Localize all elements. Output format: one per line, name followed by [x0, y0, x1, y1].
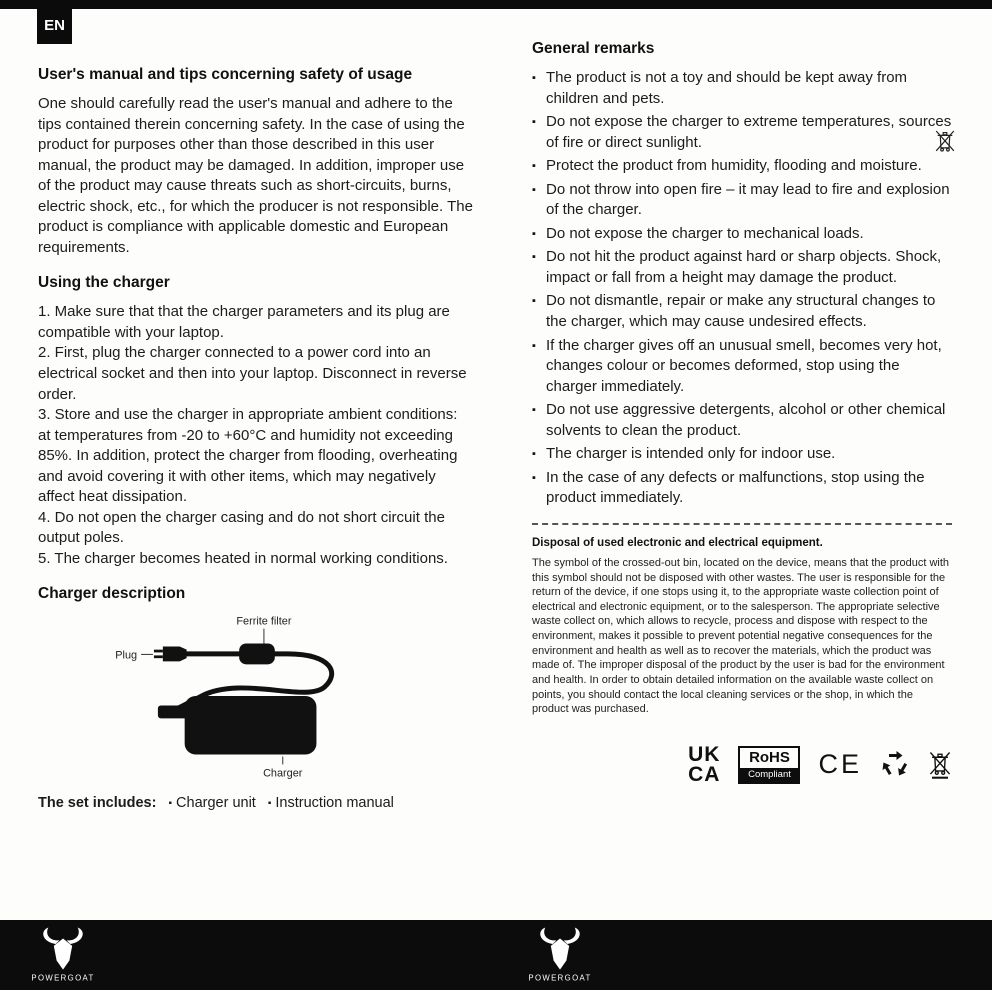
ukca-line2: CA — [688, 762, 721, 786]
step-1: 1. Make sure that that the charger parameters and its plug are compatible with your laptop. — [38, 303, 450, 341]
ferrite-filter-shape — [239, 644, 275, 665]
step-4: 4. Do not open the charger casing and do not short circuit the output poles. — [38, 508, 445, 547]
left-column — [38, 40, 474, 811]
remark-item: ▪ The charger is intended only for indoor use. — [532, 444, 952, 465]
crossed-bin-icon — [928, 749, 952, 780]
bullet-icon: ▪ — [267, 798, 272, 810]
step-5: 5. The charger becomes heated in normal working conditions. — [38, 549, 448, 567]
powergoat-logo — [527, 925, 593, 985]
remark-item: ▪ In the case of any defects or malfunctions, stop using the product immediately. — [532, 468, 952, 509]
right-column — [532, 40, 952, 811]
top-bar — [0, 0, 992, 9]
set-includes-label: The set includes: — [38, 795, 157, 812]
ce-mark: CE — [818, 749, 862, 780]
remark-item: ▪ Do not dismantle, repair or make any structural changes to the charger, which may cause undesired effects. — [532, 291, 952, 332]
powergoat-logo-text: POWERGOAT — [31, 973, 95, 983]
plug-shape — [154, 647, 187, 662]
disposal-title: Disposal of used electronic and electrical equipment. — [532, 536, 823, 549]
set-includes-item-1: ▪ Charger unit — [168, 795, 256, 812]
dashed-divider — [532, 523, 952, 525]
general-remarks-title: General remarks — [532, 40, 655, 57]
remark-item: ▪ Do not use aggressive detergents, alcohol or other chemical solvents to clean the product. — [532, 400, 952, 441]
ukca-line1: UK — [688, 742, 721, 766]
language-badge — [37, 7, 72, 44]
remark-item: ▪ Do not expose the charger to extreme temperatures, sources of fire or direct sunlight. — [532, 112, 952, 153]
charger-brick — [185, 697, 317, 755]
rohs-title: RoHS — [749, 748, 790, 766]
rohs-mark — [738, 746, 800, 784]
powergoat-logo — [30, 925, 96, 985]
step-3: 3. Store and use the charger in appropriate ambient conditions: at temperatures from -20 to +60°C and humidity not exceeding 85%. In addition, protect the charger from flooding, overheating and avoid covering it with other items, which may negatively affect heat dissipation. — [38, 406, 458, 506]
certification-marks — [532, 742, 952, 786]
powergoat-logo-text: POWERGOAT — [528, 973, 592, 983]
remark-item: ▪ If the charger gives off an unusual smell, becomes very hot, changes colour or becomes deformed, stop using the charger immediately. — [532, 336, 952, 398]
remark-item: ▪ Do not expose the charger to mechanical loads. — [532, 224, 952, 245]
footer-bar — [0, 920, 992, 990]
remark-item: ▪ Do not throw into open fire – it may lead to fire and explosion of the charger. — [532, 180, 952, 221]
charger-description-title: Charger description — [38, 585, 186, 603]
remark-item: ▪ The product is not a toy and should be kept away from children and pets. — [532, 68, 952, 109]
step-2: 2. First, plug the charger connected to a power cord into an electrical socket and then into your laptop. Disconnect in reverse order. — [38, 344, 467, 403]
language-badge-text: EN — [44, 17, 65, 34]
safety-paragraph: One should carefully read the user's manual and adhere to the tips contained therein concerning safety. In the case of using the product for purposes other than those described in this user manual, the product may be damaged. In addition, improper use of the product may cause threats such as short-circuits, burns, electric shock, etc., for which the producer is not responsible. The product is compliance with applicable domestic and European requirements. — [38, 95, 473, 256]
general-remarks-list — [532, 68, 952, 509]
bullet-icon: ▪ — [168, 798, 173, 810]
safety-title: User's manual and tips concerning safety of usage — [38, 66, 413, 83]
set-includes-line — [38, 795, 474, 811]
remark-item: ▪ Do not hit the product against hard or sharp objects. Shock, impact or fall from a height may damage the product. — [532, 247, 952, 288]
set-includes-item-2: ▪ Instruction manual — [267, 795, 394, 812]
charger-label: Charger — [263, 767, 303, 780]
using-charger-title: Using the charger — [38, 274, 170, 292]
remark-item: ▪ Protect the product from humidity, flooding and moisture. — [532, 156, 952, 177]
recycle-icon — [880, 748, 910, 781]
plug-label: Plug — [115, 649, 138, 662]
charger-diagram — [38, 613, 474, 785]
ferrite-filter-label: Ferrite filter — [236, 616, 292, 629]
charger-connector — [158, 706, 188, 719]
ukca-mark — [688, 742, 721, 786]
disposal-text: The symbol of the crossed-out bin, located on the device, means that the product with this symbol should not be disposed with other wastes. The user is responsible for the return of the device, if one stops using it, to the appropriate waste collection point of electrical and electronic equipment, or to the salesperson. The appropriate selective waste collect on, which allows to recycle, process and dispose with respect to the environment, makes it possible to prevent potential negative consequences for the environment and health as well as to recover the materials, which the product was made of. The improper disposal of the product by the user is bad for the environment and health. In order to obtain detailed information on the available waste collect on points, you should contact the local cleaning services or the shop, in which the product was purchased. — [532, 556, 950, 716]
using-charger-steps — [38, 302, 474, 569]
rohs-subtitle: Compliant — [740, 768, 798, 782]
